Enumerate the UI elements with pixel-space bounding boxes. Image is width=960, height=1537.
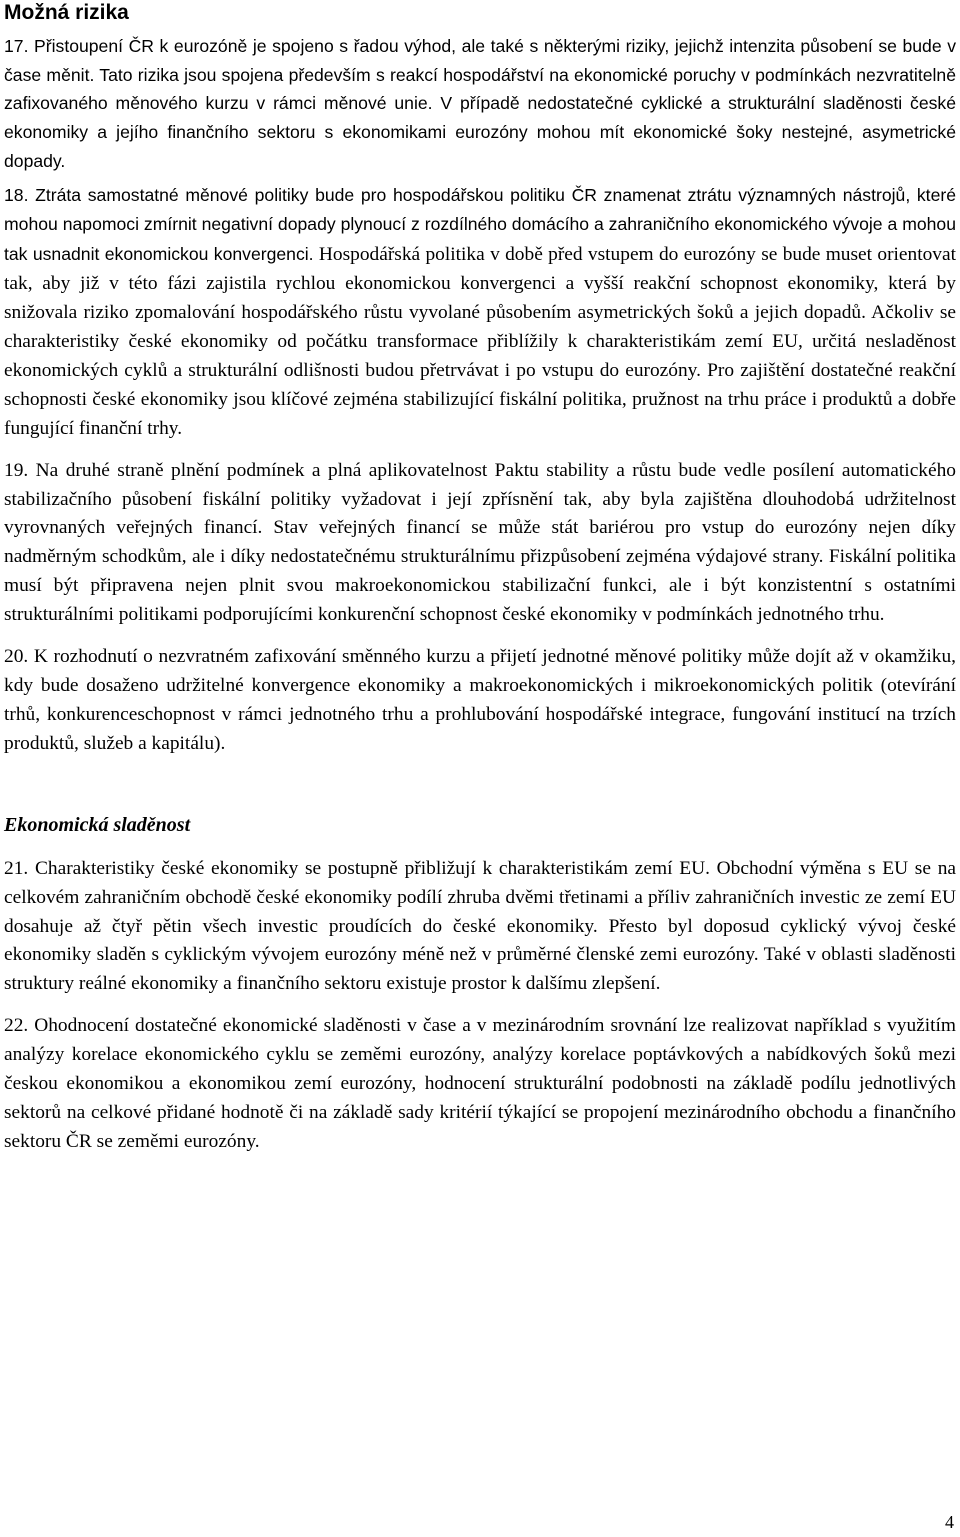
paragraph-20 bbox=[4, 643, 956, 759]
paragraph-21-text: 21. Charakteristiky české ekonomiky se postupně přibližují k charakteristikám zemí EU. Obchodní výměna s EU se na celkovém zahraničním obchodě české ekonomiky podílí zhruba dvěmi třetinami a příliv zahraničních investic ze zemí EU dosahuje až čtyř pětin všech investic proudících do české ekonomiky. Přesto byl doposud cyklický vývoj české ekonomiky sladěn s cyklickým vývojem eurozóny méně než v průměrné členské zemi eurozóny. Také v oblasti sladěnosti struktury reálné ekonomiky a finančního sektoru existuje prostor k dalšímu zlepšení. bbox=[4, 857, 956, 995]
paragraph-20-text: 20. K rozhodnutí o nezvratném zafixování směnného kurzu a přijetí jednotné měnové politiky může dojít až v okamžiku, kdy bude dosaženo udržitelné konvergence ekonomiky a makroekonomických i mikroekonomických politik (otevírání trhů, konkurenceschopnost v rámci jednotného trhu a prohlubování hospodářské integrace, fungování institucí na trzích produktů, služeb a kapitálu). bbox=[4, 646, 956, 754]
paragraph-17-text: 17. Přistoupení ČR k eurozóně je spojeno s řadou výhod, ale také s některými riziky, jejichž intenzita působení se bude v čase měnit. Tato rizika jsou spojena především s reakcí hospodářství na ekonomické poruchy v podmínkách nezvratitelně zafixovaného měnového kurzu v rámci měnové unie. V případě nedostatečné cyklické a strukturální sladěnosti české ekonomiky a jejího finančního sektoru s ekonomikami eurozóny mohou mít ekonomické šoky nestejné, asymetrické dopady. bbox=[4, 36, 956, 171]
subheading-economic-alignment: Ekonomická sladěnost bbox=[4, 813, 191, 836]
paragraph-18-part-1: 18. Ztráta samostatné měnové politiky bude pro hospodářskou politiku ČR znamenat ztrátu významných nástrojů, které mohou napomoci zmírnit negativní dopady plynoucí z rozdílného domácího a zahraničního ekonomického vývoje a mohou tak usnadnit ekonomickou konvergenci. bbox=[4, 184, 956, 265]
paragraph-18 bbox=[4, 181, 956, 444]
paragraph-22 bbox=[4, 1012, 956, 1157]
paragraph-17 bbox=[4, 32, 956, 176]
paragraph-19 bbox=[4, 457, 956, 630]
paragraph-22-text: 22. Ohodnocení dostatečné ekonomické sladěnosti v čase a v mezinárodním srovnání lze realizovat například s využitím analýzy korelace ekonomického cyklu se zeměmi eurozóny, analýzy korelace poptávkových a nabídkových šoků mezi českou ekonomikou a ekonomikou zemí eurozóny, hodnocení strukturální podobnosti na základě podílu jednotlivých sektorů na celkové přidané hodnotě či na základě sady kritérií týkající se propojení mezinárodního obchodu a finančního sektoru ČR se zeměmi eurozóny. bbox=[4, 1015, 956, 1152]
section-heading: Možná rizika bbox=[4, 1, 129, 24]
document-page bbox=[4, 0, 956, 1157]
paragraph-21 bbox=[4, 855, 956, 1000]
page-number: 4 bbox=[945, 1512, 954, 1532]
paragraph-19-text: 19. Na druhé straně plnění podmínek a plná aplikovatelnost Paktu stability a růstu bude vedle posílení automatického stabilizačního působení fiskální politiky vyžadovat i její zpřísnění tak, aby byla zajištěna dlouhodobá udržitelnost vyrovnaných veřejných financí. Stav veřejných financí se může stát bariérou pro vstup do eurozóny nejen díky nadměrným schodkům, ale i díky nedostatečnému strukturálnímu přizpůsobení zejména výdajové strany. Fiskální politika musí být připravena nejen plnit svou makroekonomickou stabilizační funkci, ale i být konzistentní s ostatními strukturálními politikami podporujícími konkurenční schopnost české ekonomiky v podmínkách jednotného trhu. bbox=[4, 459, 956, 626]
paragraph-18-part-2: Hospodářská politika v době před vstupem do eurozóny se bude muset orientovat tak, aby již v této fázi zajistila rychlou ekonomickou konvergenci a vyšší reakční schopnost ekonomiky, která by snižovala riziko zpomalování hospodářského růstu vyvolané působením asymetrických šoků a jejich dopadů. Ačkoliv se charakteristiky české ekonomiky od počátku transformace přiblížily k charakteristikám zemí EU, určitá nesladěnost ekonomických cyklů a strukturální odlišnosti budou přetrvávat i po vstupu do eurozóny. Pro zajištění dostatečné reakční schopnosti české ekonomiky jsou klíčové zejména stabilizující fiskální politika, pružnost na trhu práce i produktů a dobře fungující finanční trhy. bbox=[4, 244, 956, 439]
